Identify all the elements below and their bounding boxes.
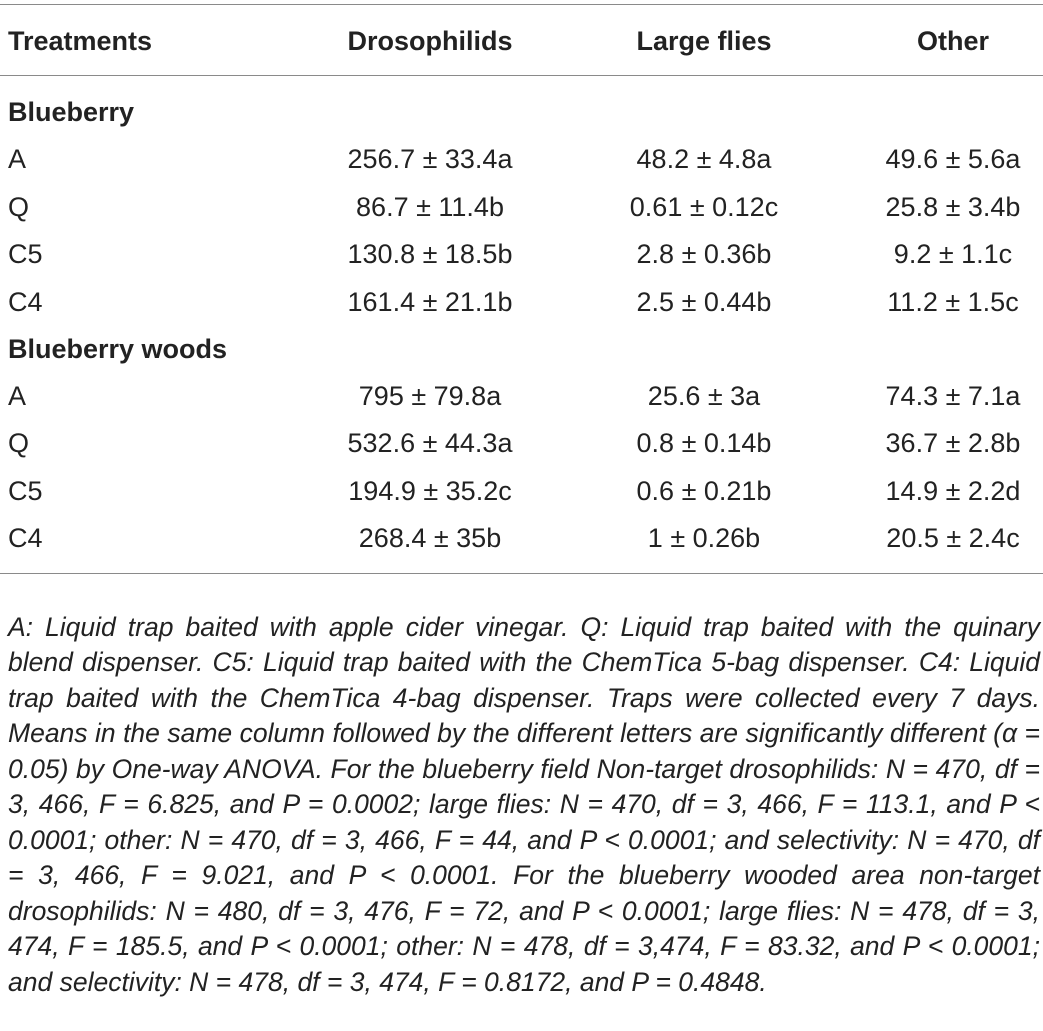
treatment-cell: Q bbox=[8, 428, 30, 458]
treatment-cell: C4 bbox=[8, 287, 43, 317]
treatment-cell: C5 bbox=[8, 239, 43, 269]
large-flies-cell: 0.8 ± 0.14b bbox=[636, 428, 772, 458]
header-other: Other bbox=[916, 26, 989, 56]
table-row bbox=[0, 184, 1043, 230]
other-cell: 20.5 ± 2.4c bbox=[886, 523, 1020, 553]
section-title-blueberry: Blueberry bbox=[8, 97, 135, 127]
treatment-cell: A bbox=[8, 381, 27, 411]
table-row bbox=[0, 279, 1043, 325]
drosophilids-cell: 86.7 ± 11.4b bbox=[356, 192, 504, 222]
large-flies-cell: 48.2 ± 4.8a bbox=[636, 144, 772, 174]
header-drosophilids: Drosophilids bbox=[347, 26, 513, 56]
drosophilids-cell: 268.4 ± 35b bbox=[358, 523, 502, 553]
large-flies-cell: 2.5 ± 0.44b bbox=[636, 287, 772, 317]
large-flies-cell: 25.6 ± 3a bbox=[647, 381, 761, 411]
header-large-flies: Large flies bbox=[636, 26, 772, 56]
large-flies-cell: 0.6 ± 0.21b bbox=[636, 476, 772, 506]
drosophilids-cell: 161.4 ± 21.1b bbox=[347, 287, 513, 317]
other-cell: 25.8 ± 3.4b bbox=[885, 192, 1021, 222]
drosophilids-cell: 795 ± 79.8a bbox=[358, 381, 502, 411]
treatment-cell: Q bbox=[8, 192, 30, 222]
treatment-cell: C5 bbox=[8, 476, 43, 506]
other-cell: 74.3 ± 7.1a bbox=[885, 381, 1021, 411]
other-cell: 36.7 ± 2.8b bbox=[885, 428, 1021, 458]
large-flies-cell: 1 ± 0.26b bbox=[647, 523, 761, 553]
table-row bbox=[0, 420, 1043, 466]
table-row bbox=[0, 136, 1043, 182]
header-rule bbox=[0, 75, 1043, 76]
header-treatments: Treatments bbox=[8, 26, 153, 56]
table-header-row bbox=[0, 18, 1043, 64]
drosophilids-cell: 194.9 ± 35.2c bbox=[348, 476, 512, 506]
treatment-cell: A bbox=[8, 144, 27, 174]
table-row bbox=[0, 515, 1043, 561]
table-top-rule bbox=[0, 4, 1043, 5]
table-row bbox=[0, 468, 1043, 514]
other-cell: 14.9 ± 2.2d bbox=[885, 476, 1021, 506]
table-bottom-rule bbox=[0, 573, 1043, 574]
section-title-blueberry-woods: Blueberry woods bbox=[8, 334, 228, 364]
table-row bbox=[0, 373, 1043, 419]
drosophilids-cell: 130.8 ± 18.5b bbox=[347, 239, 513, 269]
other-cell: 49.6 ± 5.6a bbox=[885, 144, 1021, 174]
drosophilids-cell: 532.6 ± 44.3a bbox=[347, 428, 513, 458]
table-row bbox=[0, 231, 1043, 277]
other-cell: 11.2 ± 1.5c bbox=[887, 287, 1019, 317]
treatment-cell: C4 bbox=[8, 523, 43, 553]
large-flies-cell: 2.8 ± 0.36b bbox=[636, 239, 772, 269]
large-flies-cell: 0.61 ± 0.12c bbox=[629, 192, 779, 222]
other-cell: 9.2 ± 1.1c bbox=[893, 239, 1013, 269]
drosophilids-cell: 256.7 ± 33.4a bbox=[347, 144, 513, 174]
table-footnote: A: Liquid trap baited with apple cider vinegar. Q: Liquid trap baited with the quinary blend dispenser. C5: Liquid trap baited with the ChemTica 5-bag dispenser. C4: Liquid trap baited with the ChemTica 4-bag dispenser. Traps were collected every 7 days. Means in the same column followed by the different letters are significantly different (α = 0.05) by One-way ANOVA. For the blueberry field Non-target drosophilids: N = 470, df = 3, 466, F = 6.825, and P = 0.0002; large flies: N = 470, df = 3, 466, F = 113.1, and P < 0.0001; other: N = 470, df = 3, 466, F = 44, and P < 0.0001; and selectivity: N = 470, df = 3, 466, F = 9.021, and P < 0.0001. For the blueberry wooded area non-target drosophilids: N = 480, df = 3, 476, F = 72, and P < 0.0001; large flies: N = 478, df = 3, 474, F = 185.5, and P < 0.0001; other: N = 478, df = 3,474, F = 83.32, and P < 0.0001; and selectivity: N = 478, df = 3, 474, F = 0.8172, and P = 0.4848. bbox=[8, 611, 1040, 997]
